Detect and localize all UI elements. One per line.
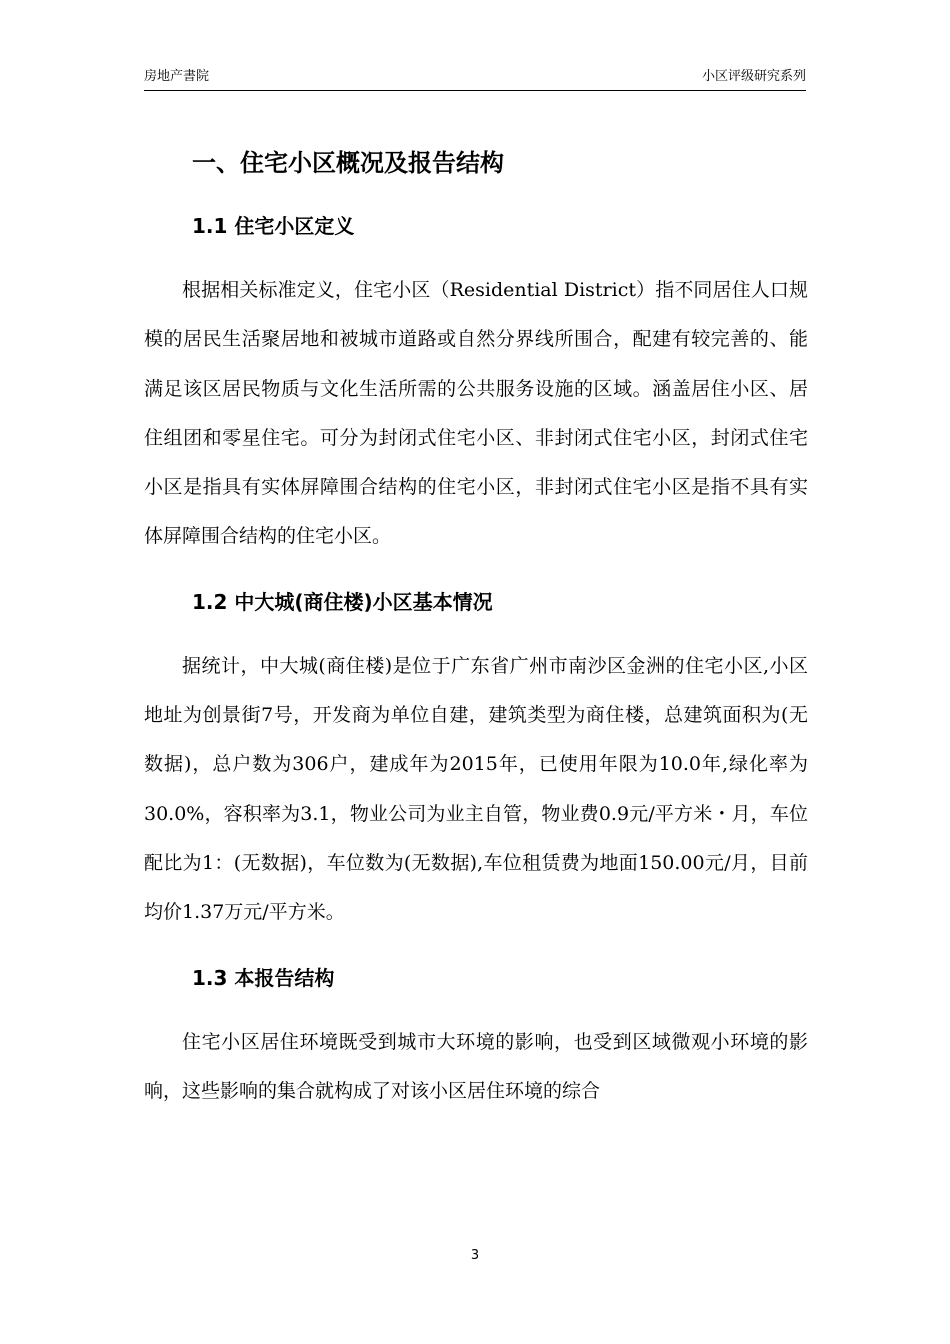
- header-publisher: 房地产書院: [144, 69, 210, 84]
- section-title: 一、住宅小区概况及报告结构: [192, 149, 504, 177]
- paragraph-report-structure: 住宅小区居住环境既受到城市大环境的影响，也受到区域微观小环境的影响，这些影响的集合就构成了对该小区居住环境的综合: [144, 1030, 808, 1102]
- header-series-title: 小区评级研究系列: [701, 69, 806, 84]
- header-divider: [144, 90, 806, 91]
- paragraph-basic-info: 据统计，中大城(商住楼)是位于广东省广州市南沙区金洲的住宅小区,小区地址为创景街7号，开发商为单位自建，建筑类型为商住楼，总建筑面积为(无数据)，总户数为306户，建成年为2015年，已使用年限为10.0年,绿化率为30.0%，容积率为3.1，物业公司为业主自管，物业费0.9元/平方米・月，车位配比为1：(无数据)，车位数为(无数据),车位租赁费为地面150.00元/月，目前均价1.37万元/平方米。: [144, 654, 808, 924]
- page-number: 3: [470, 1248, 480, 1263]
- subsection-heading-definition: 1.1 住宅小区定义: [192, 214, 355, 238]
- subsection-heading-report-structure: 1.3 本报告结构: [192, 965, 335, 990]
- page-header: [144, 68, 806, 90]
- subsection-heading-basic-info: 1.2 中大城(商住楼)小区基本情况: [192, 589, 493, 614]
- paragraph-definition: 根据相关标准定义，住宅小区（Residential District）指不同居住人口规模的居民生活聚居地和被城市道路或自然分界线所围合，配建有较完善的、能满足该区居民物质与文化生活所需的公共服务设施的区域。涵盖居住小区、居住组团和零星住宅。可分为封闭式住宅小区、非封闭式住宅小区，封闭式住宅小区是指具有实体屏障围合结构的住宅小区，非封闭式住宅小区是指不具有实体屏障围合结构的住宅小区。: [144, 279, 808, 548]
- document-body: [144, 140, 808, 1116]
